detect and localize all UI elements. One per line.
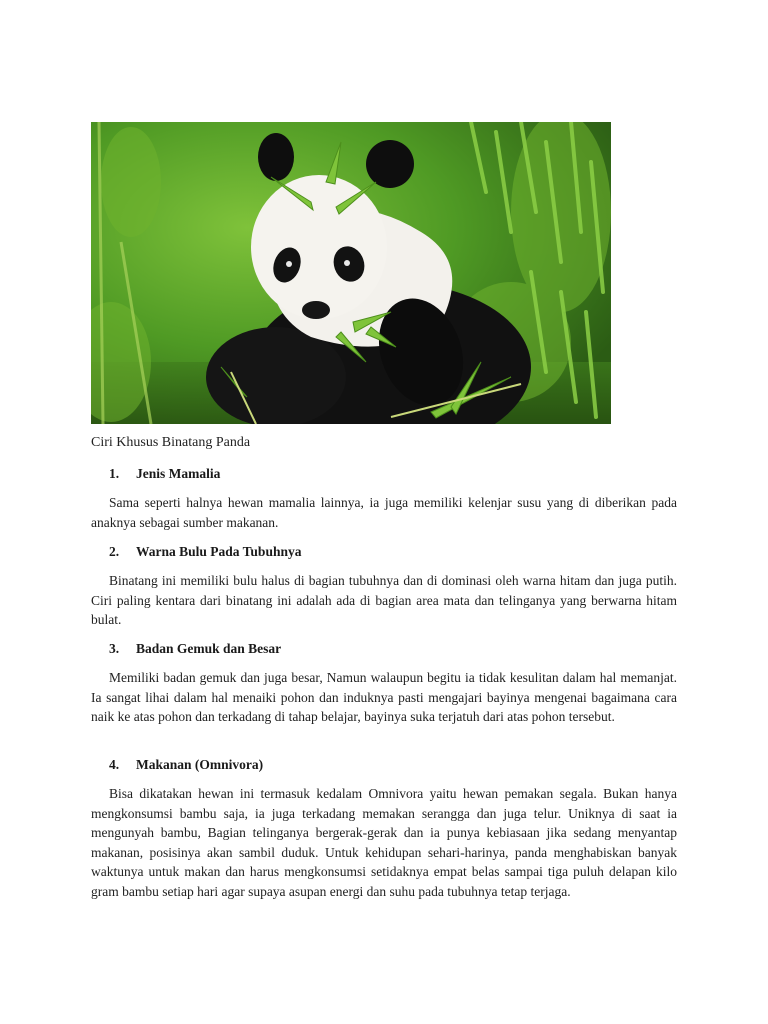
section-heading-2	[109, 543, 301, 561]
section-heading-3	[109, 640, 281, 658]
section-title: Jenis Mamalia	[136, 466, 221, 481]
section-number: 1.	[109, 466, 120, 481]
section-paragraph-4: Bisa dikatakan hewan ini termasuk kedalam Omnivora yaitu hewan pemakan segala. Bukan hanya mengkonsumsi bambu saja, ia juga terkadang memakan serangga dan juga telur. Uniknya di saat ia mengunyah bambu, Bagian telinganya bergerak-gerak dan ia punya kebiasaan jika sedang menyantap makanan, posisinya akan sambil duduk. Untuk kehidupan sehari-harinya, panda menghabiskan banyak waktunya untuk makan dan harus mengkonsumsi setidaknya empat belas sampai tiga puluh delapan kilo gram bambu setiap hari agar supaya asupan energi dan suhu pada tubuhnya tetap terjaga.	[91, 786, 677, 899]
section-paragraph-1: Sama seperti halnya hewan mamalia lainnya, ia juga memiliki kelenjar susu yang di diberikan pada anaknya sebagai sumber makanan.	[91, 495, 677, 530]
section-number: 4.	[109, 757, 120, 772]
image-caption: Ciri Khusus Binatang Panda	[91, 435, 251, 450]
section-number: 2.	[109, 544, 120, 559]
section-number: 3.	[109, 641, 120, 656]
section-title: Badan Gemuk dan Besar	[136, 641, 282, 656]
panda-photo	[91, 122, 611, 424]
section-title: Warna Bulu Pada Tubuhnya	[136, 544, 302, 559]
section-paragraph-3: Memiliki badan gemuk dan juga besar, Namun walaupun begitu ia tidak kesulitan dalam hal memanjat. Ia sangat lihai dalam hal menaiki pohon dan induknya pasti mengajari bayinya mengenai bagaimana cara naik ke atas pohon dan terkadang di tahap belajar, bayinya suka terjatuh dari atas pohon tersebut.	[91, 670, 677, 725]
section-paragraph-2: Binatang ini memiliki bulu halus di bagian tubuhnya dan di dominasi oleh warna hitam dan juga putih. Ciri paling kentara dari binatang ini adalah ada di bagian area mata dan telinganya yang berwarna hitam bulat.	[91, 573, 677, 628]
section-heading-1	[109, 465, 220, 483]
section-title: Makanan (Omnivora)	[136, 757, 264, 772]
section-heading-4	[109, 756, 263, 774]
